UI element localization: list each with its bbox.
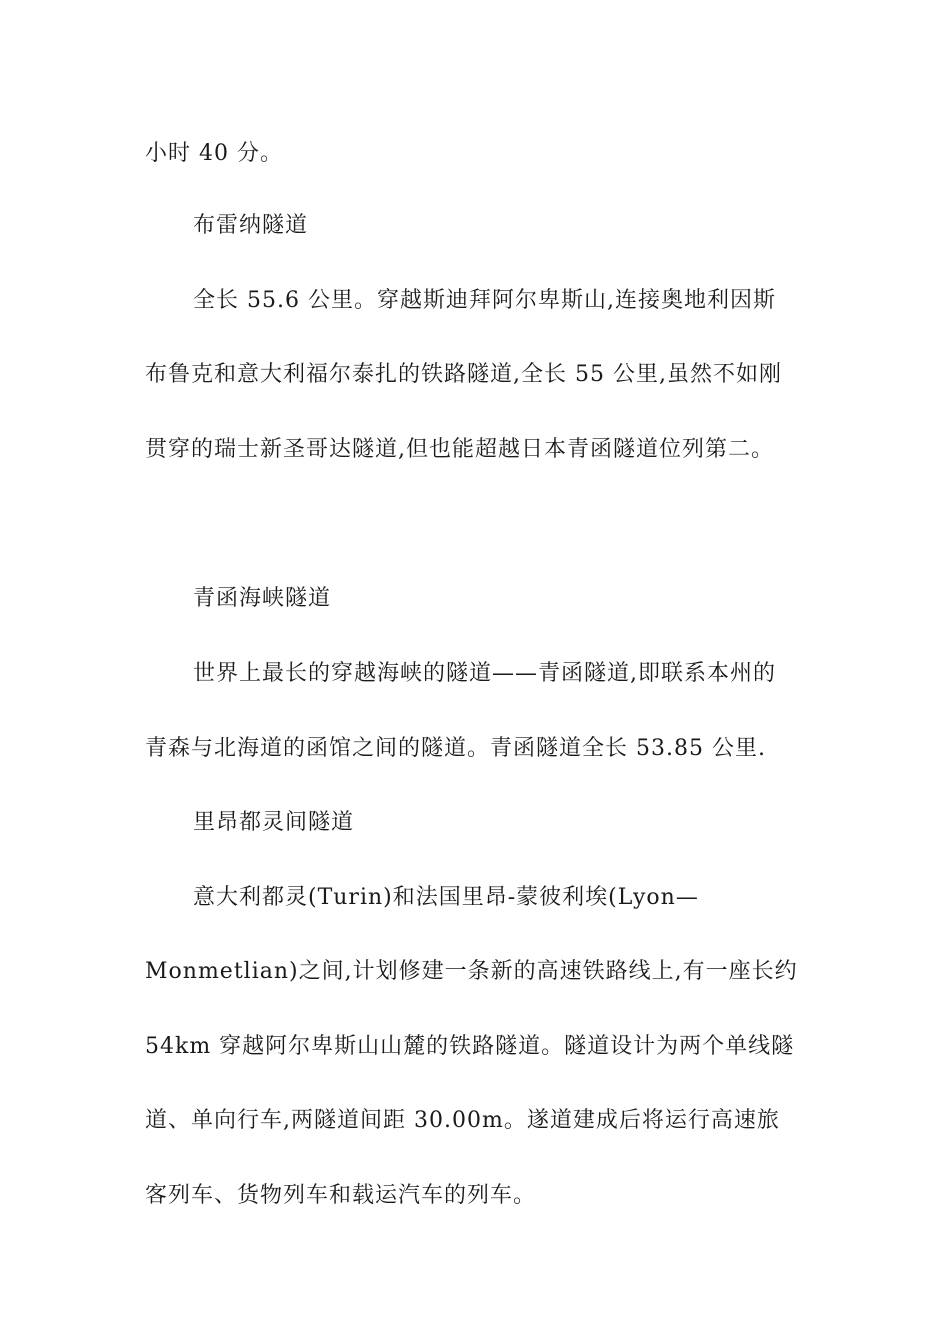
section-heading-seikan: 青函海峡隧道 [193, 586, 332, 611]
section-heading-brenner: 布雷纳隧道 [193, 213, 309, 238]
paragraph-line: Monmetlian)之间,计划修建一条新的高速铁路线上,有一座长约 [145, 959, 798, 984]
paragraph-line: 小时 40 分。 [145, 141, 283, 166]
paragraph-line: 青森与北海道的函馆之间的隧道。青函隧道全长 53.85 公里. [145, 736, 766, 761]
paragraph-line: 贯穿的瑞士新圣哥达隧道,但也能超越日本青函隧道位列第二。 [145, 437, 774, 462]
paragraph-line: 客列车、货物列车和载运汽车的列车。 [145, 1183, 537, 1208]
paragraph-line: 世界上最长的穿越海峡的隧道——青函隧道,即联系本州的 [193, 661, 776, 686]
paragraph-line: 布鲁克和意大利福尔泰扎的铁路隧道,全长 55 公里,虽然不如刚 [145, 362, 782, 387]
paragraph-line: 全长 55.6 公里。穿越斯迪拜阿尔卑斯山,连接奥地利因斯 [193, 288, 776, 313]
paragraph-line: 54km 穿越阿尔卑斯山山麓的铁路隧道。隧道设计为两个单线隧 [145, 1034, 795, 1059]
section-heading-lyon-turin: 里昂都灵间隧道 [193, 810, 355, 835]
paragraph-line: 道、单向行车,两隧道间距 30.00m。遂道建成后将运行高速旅 [145, 1108, 780, 1133]
paragraph-line: 意大利都灵(Turin)和法国里昂-蒙彼利埃(Lyon— [193, 885, 699, 910]
